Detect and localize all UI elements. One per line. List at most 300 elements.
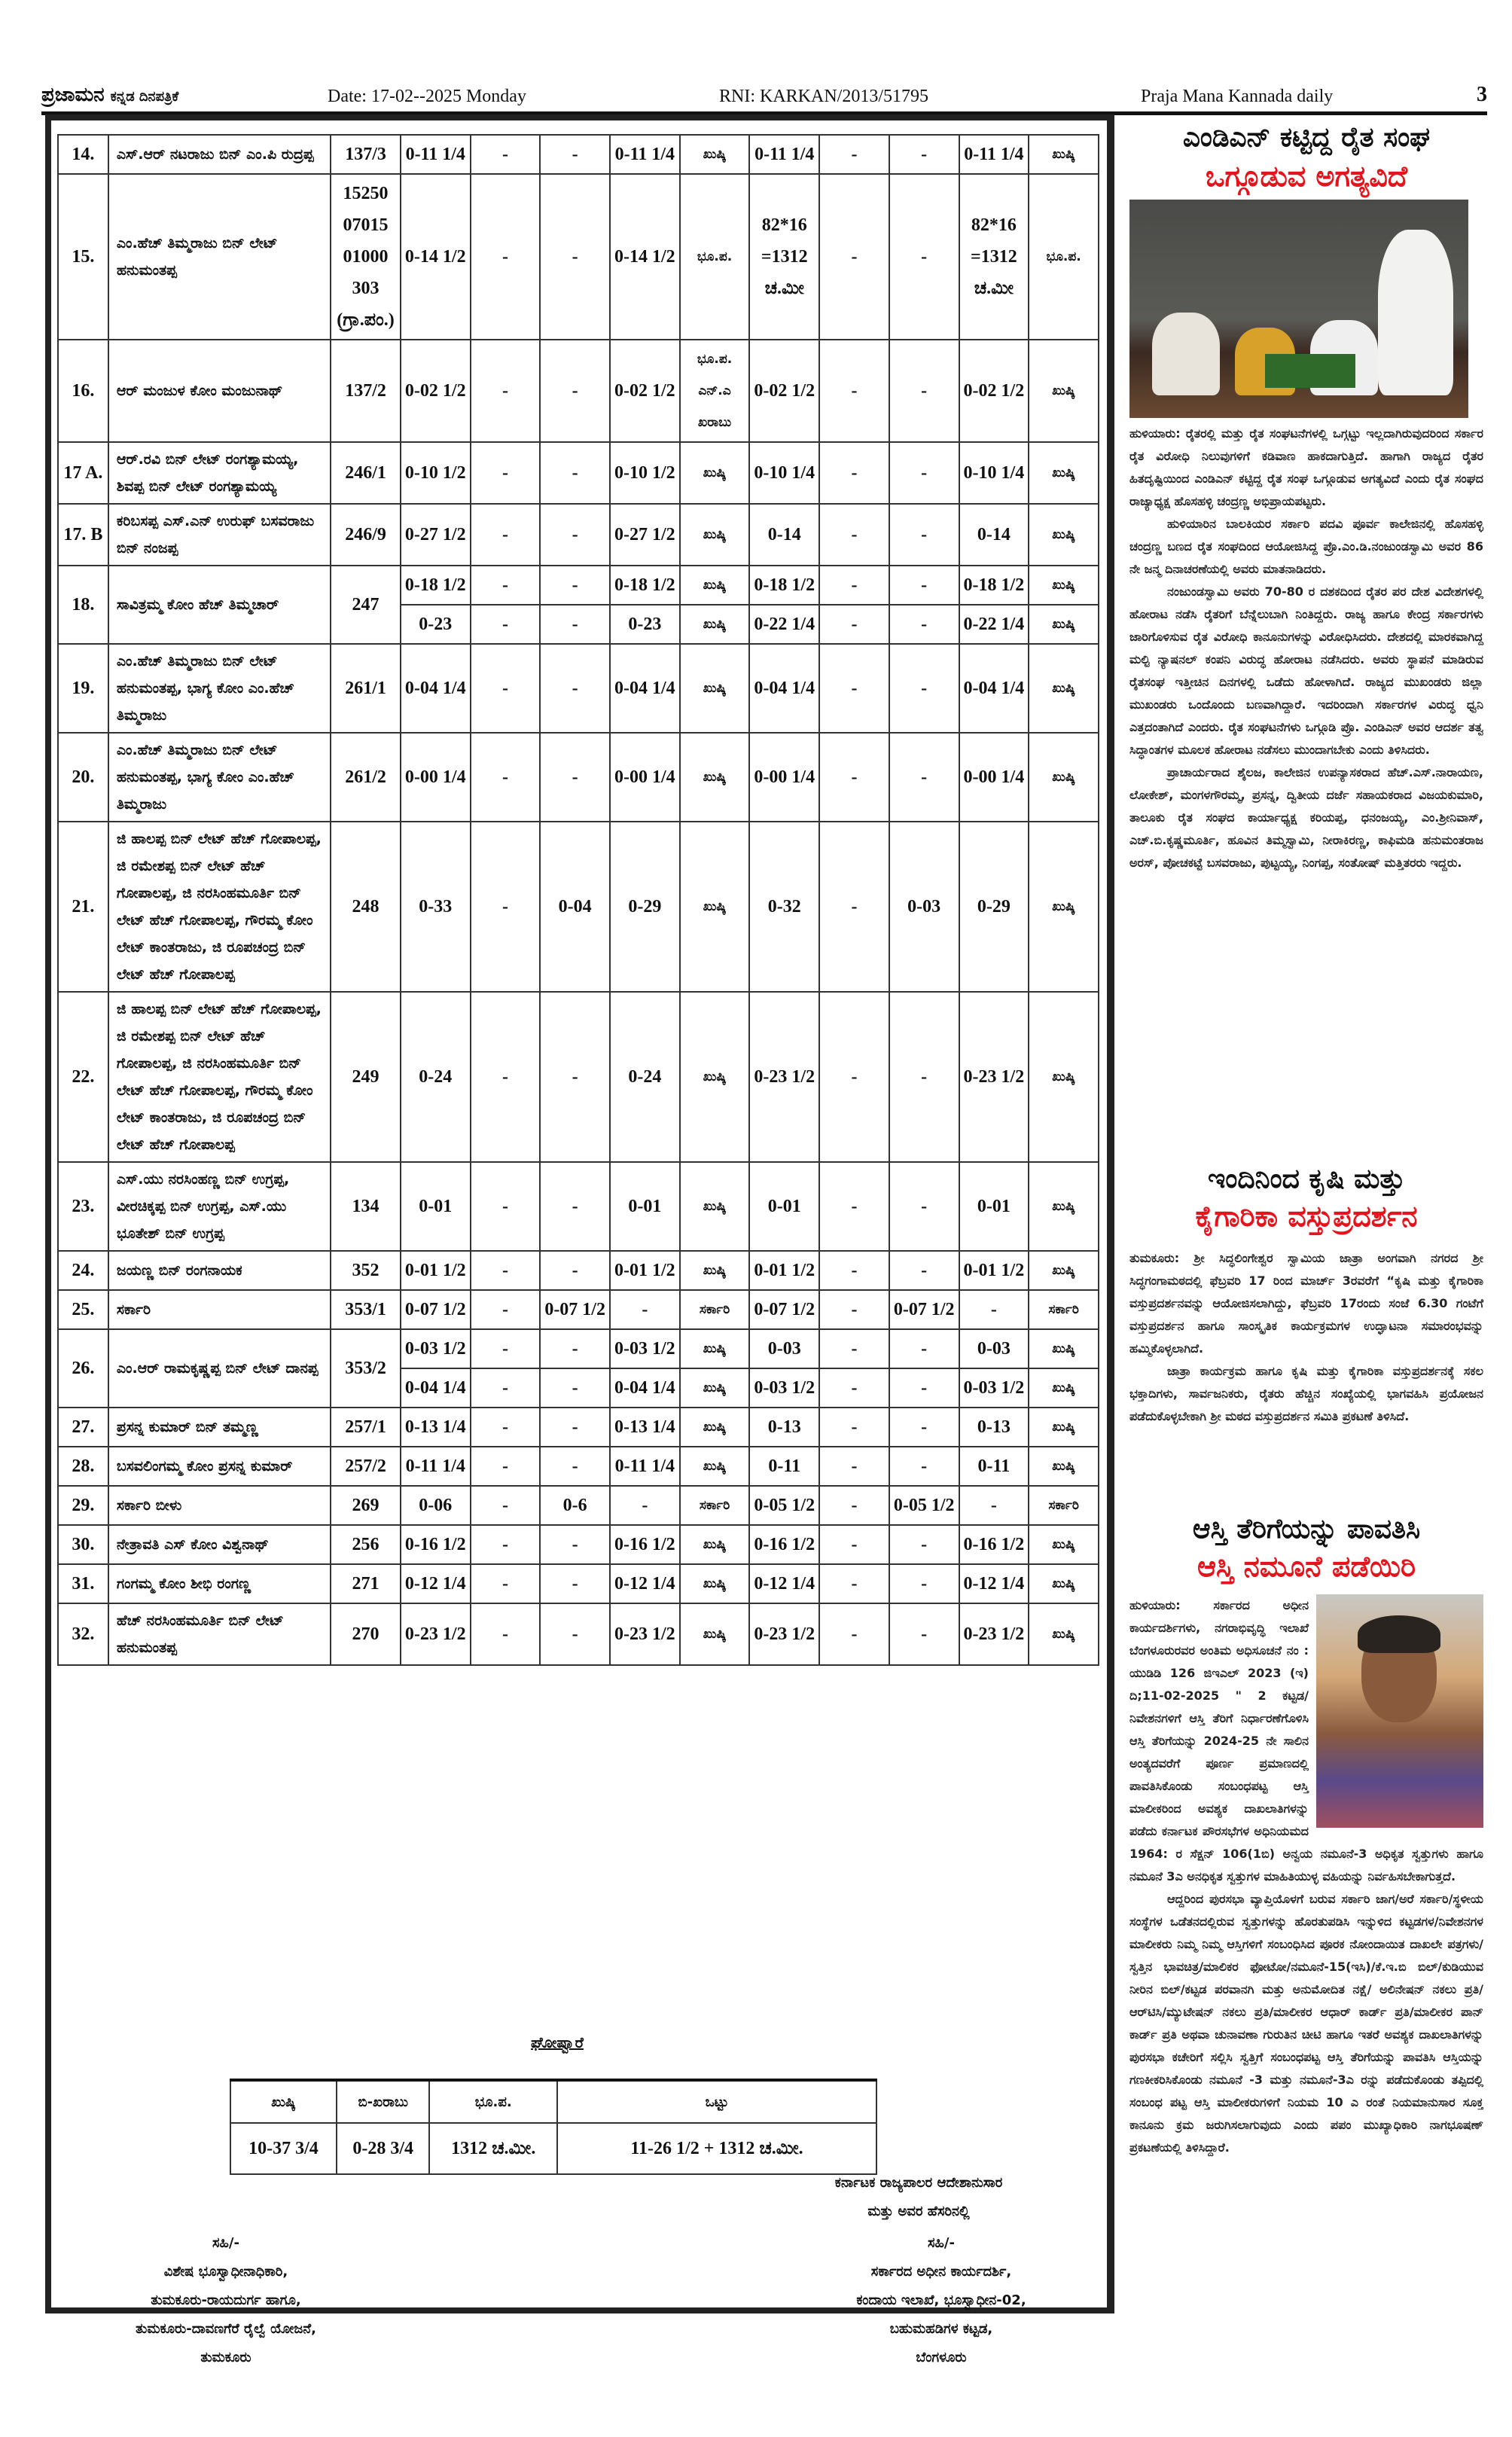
extent-cell: ಖುಷ್ಕಿ: [1029, 644, 1099, 733]
extent-cell: ಖುಷ್ಕಿ: [1029, 566, 1099, 605]
extent-cell: -: [889, 1162, 959, 1251]
extent-cell: 0-11: [959, 1447, 1029, 1486]
extent-cell: 0-11 1/4: [610, 135, 680, 174]
survey-number: 261/1: [331, 644, 401, 733]
extent-cell: 0-01: [749, 1162, 819, 1251]
extent-cell: -: [819, 992, 889, 1162]
extent-cell: -: [540, 1447, 610, 1486]
summary-value-row: [230, 2123, 876, 2174]
extent-cell: 0-29: [610, 822, 680, 992]
extent-cell: 0-13: [749, 1408, 819, 1447]
owner-name: ಎಂ.ಹೆಚ್ ತಿಮ್ಮರಾಜು ಬಿನ್ ಲೇಟ್ ಹನುಮಂತಪ್ಪ: [108, 174, 331, 340]
extent-cell: ಭೂ.ಪ. ಎನ್.ಎ ಖರಾಬು: [680, 340, 750, 442]
owner-name: ಎಂ.ಹೆಚ್ ತಿಮ್ಮರಾಜು ಬಿನ್ ಲೇಟ್ ಹನುಮಂತಪ್ಪ, ಭಾಗ್ಯ ಕೋಂ ಎಂ.ಹೆಚ್ ತಿಮ್ಮರಾಜು: [108, 644, 331, 733]
extent-cell: ಖುಷ್ಕಿ: [680, 644, 750, 733]
extent-cell: 82*16 =1312 ಚ.ಮೀ: [959, 174, 1029, 340]
summary-value: 11-26 1/2 + 1312 ಚ.ಮೀ.: [557, 2123, 876, 2174]
page-number: 3: [1477, 83, 1487, 106]
extent-cell: 0-01: [610, 1162, 680, 1251]
extent-cell: -: [819, 1162, 889, 1251]
extent-cell: 0-04 1/4: [959, 644, 1029, 733]
extent-cell: -: [540, 1408, 610, 1447]
signature-line: ತುಮಕೂರು-ರಾಯದುರ್ಗ ಹಾಗೂ,: [151, 2292, 301, 2308]
table-row: [58, 644, 1099, 733]
serial-number: 30.: [58, 1525, 108, 1564]
extent-cell: -: [889, 135, 959, 174]
extent-cell: 0-04 1/4: [401, 1368, 471, 1408]
extent-cell: 0-00 1/4: [749, 733, 819, 822]
extent-cell: -: [819, 1525, 889, 1564]
survey-number: 137/2: [331, 340, 401, 442]
extent-cell: -: [959, 1486, 1029, 1525]
extent-cell: -: [471, 1525, 541, 1564]
extent-cell: -: [471, 1603, 541, 1665]
table-row: [58, 1447, 1099, 1486]
extent-cell: -: [540, 644, 610, 733]
extent-cell: 0-16 1/2: [749, 1525, 819, 1564]
logo-text: ಪ್ರಜಾಮನ: [41, 84, 105, 106]
table-row: [58, 1603, 1099, 1665]
extent-cell: 0-10 1/2: [610, 442, 680, 504]
table-row: [58, 822, 1099, 992]
serial-number: 21.: [58, 822, 108, 992]
extent-cell: -: [819, 1447, 889, 1486]
survey-number: 269: [331, 1486, 401, 1525]
extent-cell: 0-01 1/2: [959, 1251, 1029, 1290]
extent-cell: -: [889, 1564, 959, 1603]
extent-cell: 0-22 1/4: [749, 605, 819, 644]
owner-name: ಆರ್.ರವಿ ಬಿನ್ ಲೇಟ್ ರಂಗಶ್ಯಾಮಯ್ಯ, ಶಿವಪ್ಪ ಬಿನ್ ಲೇಟ್ ರಂಗಶ್ಯಾಮಯ್ಯ: [108, 442, 331, 504]
order-line: ಕರ್ನಾಟಕ ರಾಜ್ಯಪಾಲರ ಆದೇಶಾನುಸಾರ: [834, 2175, 1003, 2191]
table-row: [58, 1162, 1099, 1251]
serial-number: 19.: [58, 644, 108, 733]
extent-cell: -: [540, 1162, 610, 1251]
extent-cell: 0-23 1/2: [959, 992, 1029, 1162]
survey-number: 257/2: [331, 1447, 401, 1486]
extent-cell: ಖುಷ್ಕಿ: [1029, 504, 1099, 566]
extent-cell: 0-03: [889, 822, 959, 992]
order-line: ಮತ್ತು ಅವರ ಹೆಸರಿನಲ್ಲಿ: [867, 2204, 970, 2219]
extent-cell: ಖುಷ್ಕಿ: [680, 135, 750, 174]
article-exhibition: [1129, 1164, 1483, 1428]
serial-number: 14.: [58, 135, 108, 174]
extent-cell: -: [889, 566, 959, 605]
extent-cell: 0-24: [401, 992, 471, 1162]
extent-cell: 0-03 1/2: [401, 1329, 471, 1368]
extent-cell: -: [889, 174, 959, 340]
headline-red: ಕೈಗಾರಿಕಾ ವಸ್ತುಪ್ರದರ್ಶನ: [1195, 1200, 1418, 1233]
extent-cell: ಖುಷ್ಕಿ: [1029, 1408, 1099, 1447]
extent-cell: -: [819, 1329, 889, 1368]
extent-cell: 0-12 1/4: [959, 1564, 1029, 1603]
extent-cell: 0-04 1/4: [610, 644, 680, 733]
serial-number: 26.: [58, 1329, 108, 1408]
logo-subtitle: ಕನ್ನಡ ದಿನಪತ್ರಿಕೆ: [110, 89, 179, 105]
serial-number: 15.: [58, 174, 108, 340]
extent-cell: 0-23: [401, 605, 471, 644]
extent-cell: ಭೂ.ಪ.: [680, 174, 750, 340]
survey-number: 246/1: [331, 442, 401, 504]
owner-name: ನೇತ್ರಾವತಿ ಎಸ್ ಕೋಂ ವಿಶ್ವನಾಥ್: [108, 1525, 331, 1564]
extent-cell: 0-14: [749, 504, 819, 566]
extent-cell: 0-10 1/2: [401, 442, 471, 504]
extent-cell: -: [889, 992, 959, 1162]
extent-cell: 0-03 1/2: [749, 1368, 819, 1408]
extent-cell: ಸರ್ಕಾರಿ: [1029, 1290, 1099, 1329]
signature-line: ಸರ್ಕಾರದ ಅಧೀನ ಕಾರ್ಯದರ್ಶಿ,: [870, 2264, 1012, 2280]
summary-value: 0-28 3/4: [337, 2123, 429, 2174]
extent-cell: -: [889, 504, 959, 566]
extent-cell: -: [819, 605, 889, 644]
summary-table: [230, 2079, 877, 2175]
extent-cell: -: [819, 1564, 889, 1603]
extent-cell: -: [819, 733, 889, 822]
owner-name: ಜಯಣ್ಣ ಬಿನ್ ರಂಗನಾಯಕ: [108, 1251, 331, 1290]
signature-line: ಸಹಿ/-: [928, 2235, 955, 2251]
extent-cell: 0-29: [959, 822, 1029, 992]
extent-cell: -: [819, 174, 889, 340]
extent-cell: ಖುಷ್ಕಿ: [680, 992, 750, 1162]
serial-number: 29.: [58, 1486, 108, 1525]
extent-cell: 0-33: [401, 822, 471, 992]
extent-cell: -: [471, 733, 541, 822]
extent-cell: 0-32: [749, 822, 819, 992]
article-paragraph: ನಂಜುಂಡಸ್ವಾಮಿ ಅವರು 70-80 ರ ದಶಕದಿಂದ ರೈತರ ಪರ ದೇಶ ವಿದೇಶಗಳಲ್ಲಿ ಹೋರಾಟ ನಡೆಸಿ ರೈತರಿಗೆ ಬೆನ್ನೆಲುಬಾಗಿ ನಿಂತಿದ್ದರು. ರಾಜ್ಯ ಹಾಗೂ ಕೇಂದ್ರ ಸರ್ಕಾರಗಳು ಜಾರಿಗೊಳಿಸುವ ರೈತ ವಿರೋಧಿ ಕಾನೂನುಗಳನ್ನು ವಿರೋಧಿಸಿದರು. ದೇಶದಲ್ಲಿ ಮಾರಕವಾಗಿದ್ದ ಮಲ್ಟಿ ನ್ಯಾಷನಲ್ ಕಂಪನಿ ವಿರುದ್ಧ ಹೋರಾಟ ನಡೆಸಿದರು. ಅವರು ಸ್ಥಾಪನೆ ಮಾಡಿರುವ ರೈತಸಂಘ ಇತ್ತೀಚಿನ ದಿನಗಳಲ್ಲಿ ಒಡೆದು ಹೋಳಾಗಿದೆ. ರಾಜ್ಯದ ಮುಖಂಡರು ಜಿಲ್ಲಾ ಮುಖಂಡರು ಒಂದೊಂದು ಬಣವಾಗಿದ್ದಾರೆ. ಇದರಿಂದಾಗಿ ಸರ್ಕಾರಗಳ ವಿರುದ್ಧ ಧ್ವನಿ ಎತ್ತದಂತಾಗಿದೆ ಎಂದರು. ರೈತ ಸಂಘಟನೆಗಳು ಒಗ್ಗೂಡಿ ಪ್ರೊ. ಎಂಡಿಎನ್ ಅವರ ಆದರ್ಶ ತತ್ವ ಸಿದ್ಧಾಂತಗಳ ಮೂಲಕ ಹೋರಾಟ ನಡೆಸಲು ಮುಂದಾಗಬೇಕು ಎಂದು ತಿಳಿಸಿದರು.: [1129, 584, 1483, 757]
extent-cell: ಖುಷ್ಕಿ: [680, 1603, 750, 1665]
table-row: [58, 1486, 1099, 1525]
table-row: [58, 442, 1099, 504]
extent-cell: 0-07 1/2: [540, 1290, 610, 1329]
extent-cell: ಖುಷ್ಕಿ: [680, 1408, 750, 1447]
survey-number: 248: [331, 822, 401, 992]
extent-cell: -: [889, 605, 959, 644]
extent-cell: 0-27 1/2: [401, 504, 471, 566]
extent-cell: 0-03 1/2: [610, 1329, 680, 1368]
signature-left: [68, 2229, 384, 2372]
extent-cell: -: [889, 442, 959, 504]
owner-name: ಎಂ.ಹೆಚ್ ತಿಮ್ಮರಾಜು ಬಿನ್ ಲೇಟ್ ಹನುಮಂತಪ್ಪ, ಭಾಗ್ಯ ಕೋಂ ಎಂ.ಹೆಚ್ ತಿಮ್ಮರಾಜು: [108, 733, 331, 822]
extent-cell: -: [471, 822, 541, 992]
summary-header-row: [230, 2080, 876, 2123]
extent-cell: 0-10 1/4: [959, 442, 1029, 504]
extent-cell: ಖುಷ್ಕಿ: [1029, 1162, 1099, 1251]
serial-number: 22.: [58, 992, 108, 1162]
survey-number: 134: [331, 1162, 401, 1251]
extent-cell: -: [540, 1329, 610, 1368]
serial-number: 24.: [58, 1251, 108, 1290]
extent-cell: 0-04 1/4: [749, 644, 819, 733]
article-body: [1129, 1247, 1483, 1428]
owner-name: ಪ್ರಸನ್ನ ಕುಮಾರ್ ಬಿನ್ ತಮ್ಮಣ್ಣ: [108, 1408, 331, 1447]
table-row: [58, 174, 1099, 340]
headline-black: ಇಂದಿನಿಂದ ಕೃಷಿ ಮತ್ತು: [1208, 1164, 1405, 1194]
masthead: [41, 75, 1487, 115]
owner-name: ಎಸ್.ಆರ್ ನಟರಾಜು ಬಿನ್ ಎಂ.ಪಿ ರುದ್ರಪ್ಪ: [108, 135, 331, 174]
extent-cell: ಖುಷ್ಕಿ: [1029, 442, 1099, 504]
extent-cell: -: [540, 504, 610, 566]
extent-cell: ಖುಷ್ಕಿ: [1029, 135, 1099, 174]
survey-number: 257/1: [331, 1408, 401, 1447]
extent-cell: -: [889, 1447, 959, 1486]
extent-cell: ಖುಷ್ಕಿ: [680, 605, 750, 644]
article-paragraph: ಪ್ರಾಚಾರ್ಯರಾದ ಶೈಲಜ, ಕಾಲೇಜಿನ ಉಪನ್ಯಾಸಕರಾದ ಹೆಚ್.ಎಸ್.ನಾರಾಯಣ, ಲೋಕೇಶ್, ಮಂಗಳಗೌರಮ್ಮ, ಪ್ರಸನ್ನ, ದ್ವಿತೀಯ ದರ್ಜೆ ಸಹಾಯಕರಾದ ವಿಜಯಕುಮಾರಿ, ತಾಲೂಕು ರೈತ ಸಂಘದ ಕಾರ್ಯಾಧ್ಯಕ್ಷ ಕರಿಯಪ್ಪ, ಧನಂಜಯ್ಯ, ಎಂ.ಶ್ರೀನಿವಾಸ್, ಎಚ್.ಬಿ.ಕೃಷ್ಣಮೂರ್ತಿ, ಹೂವಿನ ತಿಮ್ಮಸ್ವಾಮಿ, ನೀರಾಕಿರಣ್ಣ, ಕಾಫಿಮಡಿ ಹನುಮಂತರಾಜ ಅರಸ್, ಪೋಚಕಟ್ಟೆ ಬಸವರಾಜು, ಪುಟ್ಟಯ್ಯ, ನಿಂಗಪ್ಪ, ಸಂತೋಷ್ ಮತ್ತಿತರರು ಇದ್ದರು.: [1129, 765, 1483, 870]
extent-cell: 0-04 1/4: [401, 644, 471, 733]
extent-cell: 0-11 1/4: [749, 135, 819, 174]
extent-cell: ಖುಷ್ಕಿ: [1029, 1603, 1099, 1665]
extent-cell: -: [540, 1603, 610, 1665]
extent-cell: -: [819, 822, 889, 992]
extent-cell: ಖುಷ್ಕಿ: [1029, 1251, 1099, 1290]
extent-cell: -: [540, 340, 610, 442]
extent-cell: 0-6: [540, 1486, 610, 1525]
extent-cell: 0-18 1/2: [610, 566, 680, 605]
extent-cell: 0-23: [610, 605, 680, 644]
extent-cell: -: [819, 1486, 889, 1525]
signature-right: [798, 2229, 1084, 2372]
extent-cell: -: [819, 644, 889, 733]
summary-value: 10-37 3/4: [230, 2123, 337, 2174]
extent-cell: ಸರ್ಕಾರಿ: [680, 1290, 750, 1329]
headline-black: ಆಸ್ತಿ ತೆರಿಗೆಯನ್ನು ಪಾವತಿಸಿ: [1192, 1514, 1421, 1545]
extent-cell: 0-01 1/2: [401, 1251, 471, 1290]
table-row: [58, 1408, 1099, 1447]
extent-cell: 0-23 1/2: [610, 1603, 680, 1665]
extent-cell: 0-13 1/4: [610, 1408, 680, 1447]
extent-cell: ಭೂ.ಪ.: [1029, 174, 1099, 340]
serial-number: 18.: [58, 566, 108, 644]
rni-number: RNI: KARKAN/2013/51795: [719, 87, 929, 106]
article-paragraph: ತುಮಕೂರು: ಶ್ರೀ ಸಿದ್ಧಲಿಂಗೇಶ್ವರ ಸ್ವಾಮಿಯ ಜಾತ್ರಾ ಅಂಗವಾಗಿ ನಗರದ ಶ್ರೀ ಸಿದ್ಧಗಂಗಾಮಠದಲ್ಲಿ ಫೆಬ್ರವರಿ 17 ರಿಂದ ಮಾರ್ಚ್ 3ರವರೆಗೆ “ಕೃಷಿ ಮತ್ತು ಕೈಗಾರಿಕಾ ವಸ್ತುಪ್ರದರ್ಶನವನ್ನು ಆಯೋಜಿಸಲಾಗಿದ್ದು, ಫೆಬ್ರವರಿ 17ರಂದು ಸಂಜೆ 6.30 ಗಂಟೆಗೆ ವಸ್ತುಪ್ರದರ್ಶನ ಹಾಗೂ ಸಾಂಸ್ಕೃತಿಕ ಕಾರ್ಯಕ್ರಮಗಳ ಉದ್ಘಾಟನಾ ಸಮಾರಂಭವನ್ನು ಹಮ್ಮಿಕೊಳ್ಳಲಾಗಿದೆ.: [1129, 1251, 1483, 1356]
extent-cell: 0-23 1/2: [749, 1603, 819, 1665]
extent-cell: -: [471, 504, 541, 566]
article-paragraph: ಹುಳಿಯಾರು: ರೈತರಲ್ಲಿ ಮತ್ತು ರೈತ ಸಂಘಟನೆಗಳಲ್ಲಿ ಒಗ್ಗಟ್ಟು ಇಲ್ಲದಾಗಿರುವುದರಿಂದ ಸರ್ಕಾರ ರೈತ ವಿರೋಧಿ ನಿಲುವುಗಳಿಗೆ ಕಡಿವಾಣ ಹಾಕದಾಗುತ್ತಿದೆ. ಹಾಗಾಗಿ ರಾಜ್ಯದ ರೈತರ ಹಿತದೃಷ್ಟಿಯಿಂದ ಎಂಡಿಎನ್ ಕಟ್ಟಿದ್ದ ರೈತ ಸಂಘ ಒಗ್ಗೂಡುವ ಅಗತ್ಯವಿದೆ ಎಂದು ರೈತ ಸಂಘದ ರಾಜ್ಯಾಧ್ಯಕ್ಷ ಹೊಸಹಳ್ಳಿ ಚಂದ್ರಣ್ಣ ಅಭಿಪ್ರಾಯಪಟ್ಟರು.: [1129, 426, 1483, 508]
extent-cell: ಖುಷ್ಕಿ: [680, 566, 750, 605]
extent-cell: -: [819, 1603, 889, 1665]
extent-cell: -: [889, 644, 959, 733]
extent-cell: ಖುಷ್ಕಿ: [680, 442, 750, 504]
extent-cell: ಖುಷ್ಕಿ: [1029, 733, 1099, 822]
extent-cell: 0-02 1/2: [749, 340, 819, 442]
article-body: [1129, 422, 1483, 874]
extent-cell: 0-00 1/4: [610, 733, 680, 822]
survey-number: 353/1: [331, 1290, 401, 1329]
signature-line: ಸಹಿ/-: [212, 2235, 239, 2251]
extent-cell: ಸರ್ಕಾರಿ: [680, 1486, 750, 1525]
extent-cell: -: [819, 504, 889, 566]
extent-cell: ಖುಷ್ಕಿ: [1029, 605, 1099, 644]
extent-cell: 0-02 1/2: [610, 340, 680, 442]
owner-name: ಕರಿಬಸಪ್ಪ ಎಸ್.ಎನ್ ಉರುಫ್ ಬಸವರಾಜು ಬಿನ್ ನಂಜಪ್ಪ: [108, 504, 331, 566]
extent-cell: 0-16 1/2: [610, 1525, 680, 1564]
extent-cell: 0-05 1/2: [889, 1486, 959, 1525]
table-row: [58, 1525, 1099, 1564]
extent-cell: 0-07 1/2: [401, 1290, 471, 1329]
table-row: [58, 1564, 1099, 1603]
owner-name: ಹೆಚ್ ನರಸಿಂಹಮೂರ್ತಿ ಬಿನ್ ಲೇಟ್ ಹನುಮಂತಪ್ಪ: [108, 1603, 331, 1665]
survey-number: 271: [331, 1564, 401, 1603]
extent-cell: ಖುಷ್ಕಿ: [680, 1329, 750, 1368]
extent-cell: -: [819, 442, 889, 504]
extent-cell: -: [540, 442, 610, 504]
extent-cell: -: [471, 1329, 541, 1368]
extent-cell: -: [819, 1290, 889, 1329]
headline-red: ಆಸ್ತಿ ನಮೂನೆ ಪಡೆಯಿರಿ: [1196, 1550, 1416, 1583]
article-body: [1129, 1594, 1483, 2159]
signature-line: ಕಂದಾಯ ಇಲಾಖೆ, ಭೂಸ್ವಾಧೀನ-02,: [856, 2292, 1026, 2308]
extent-cell: 0-05 1/2: [749, 1486, 819, 1525]
extent-cell: 0-24: [610, 992, 680, 1162]
extent-cell: -: [819, 1368, 889, 1408]
extent-cell: 0-23 1/2: [959, 1603, 1029, 1665]
extent-cell: -: [471, 1447, 541, 1486]
extent-cell: -: [471, 1162, 541, 1251]
extent-cell: ಖುಷ್ಕಿ: [680, 504, 750, 566]
extent-cell: 82*16 =1312 ಚ.ಮೀ: [749, 174, 819, 340]
owner-name: ಬಸವಲಿಂಗಮ್ಮ ಕೋಂ ಪ್ರಸನ್ನ ಕುಮಾರ್: [108, 1447, 331, 1486]
extent-cell: 0-11 1/4: [959, 135, 1029, 174]
survey-number: 352: [331, 1251, 401, 1290]
extent-cell: ಖುಷ್ಕಿ: [680, 1251, 750, 1290]
extent-cell: 0-00 1/4: [401, 733, 471, 822]
extent-cell: ಖುಷ್ಕಿ: [680, 1447, 750, 1486]
extent-cell: -: [471, 442, 541, 504]
summary-header: ಖುಷ್ಕಿ: [230, 2080, 337, 2123]
extent-cell: -: [471, 1290, 541, 1329]
extent-cell: -: [889, 1408, 959, 1447]
extent-cell: ಖುಷ್ಕಿ: [680, 822, 750, 992]
extent-cell: -: [471, 1408, 541, 1447]
extent-cell: -: [610, 1486, 680, 1525]
extent-cell: ಖುಷ್ಕಿ: [680, 1564, 750, 1603]
extent-cell: ಖುಷ್ಕಿ: [1029, 822, 1099, 992]
extent-cell: -: [471, 992, 541, 1162]
extent-cell: 0-14 1/2: [401, 174, 471, 340]
serial-number: 27.: [58, 1408, 108, 1447]
summary-header: ಬಿ-ಖರಾಬು: [337, 2080, 429, 2123]
extent-cell: 0-10 1/4: [749, 442, 819, 504]
summary-header: ಭೂ.ಪ.: [429, 2080, 557, 2123]
table-row: [58, 135, 1099, 174]
survey-number: 353/2: [331, 1329, 401, 1408]
owner-name: ಸರ್ಕಾರಿ ಬೀಳು: [108, 1486, 331, 1525]
extent-cell: ಖುಷ್ಕಿ: [1029, 1564, 1099, 1603]
extent-cell: -: [540, 733, 610, 822]
survey-number: 137/3: [331, 135, 401, 174]
extent-cell: -: [471, 174, 541, 340]
extent-cell: 0-12 1/4: [610, 1564, 680, 1603]
extent-cell: 0-01: [401, 1162, 471, 1251]
extent-cell: 0-18 1/2: [959, 566, 1029, 605]
owner-name: ಜಿ ಹಾಲಪ್ಪ ಬಿನ್ ಲೇಟ್ ಹೆಚ್ ಗೋಪಾಲಪ್ಪ, ಜಿ ರಮೇಶಪ್ಪ ಬಿನ್ ಲೇಟ್ ಹೆಚ್ ಗೋಪಾಲಪ್ಪ, ಜಿ ನರಸಿಂಹಮೂರ್ತಿ ಬಿನ್ ಲೇಟ್ ಹೆಚ್ ಗೋಪಾಲಪ್ಪ, ಗೌರಮ್ಮ ಕೋಂ ಲೇಟ್ ಕಾಂತರಾಜು, ಜಿ ರೂಪಚಂದ್ರ ಬಿನ್ ಲೇಟ್ ಹೆಚ್ ಗೋಪಾಲಪ್ಪ: [108, 992, 331, 1162]
serial-number: 31.: [58, 1564, 108, 1603]
issue-date: Date: 17-02--2025 Monday: [328, 87, 526, 106]
extent-cell: -: [819, 135, 889, 174]
extent-cell: 0-12 1/4: [401, 1564, 471, 1603]
extent-cell: -: [889, 1603, 959, 1665]
survey-number: 256: [331, 1525, 401, 1564]
survey-number: 270: [331, 1603, 401, 1665]
owner-name: ಗಂಗಮ್ಮ ಕೋಂ ಶೀಭಿ ರಂಗಣ್ಣ: [108, 1564, 331, 1603]
extent-cell: -: [959, 1290, 1029, 1329]
extent-cell: -: [471, 1368, 541, 1408]
extent-cell: -: [540, 135, 610, 174]
owner-name: ಸಾವಿತ್ರಮ್ಮ ಕೋಂ ಹೆಚ್ ತಿಮ್ಮಚಾರ್: [108, 566, 331, 644]
extent-cell: -: [471, 566, 541, 605]
extent-cell: ಖುಷ್ಕಿ: [1029, 1525, 1099, 1564]
paper-name: Praja Mana Kannada daily: [1141, 87, 1334, 106]
newspaper-logo: [41, 84, 328, 107]
extent-cell: -: [610, 1290, 680, 1329]
extent-cell: 0-12 1/4: [749, 1564, 819, 1603]
extent-cell: -: [471, 605, 541, 644]
article-paragraph: ಆದ್ದರಿಂದ ಪುರಸಭಾ ವ್ಯಾಪ್ತಿಯೊಳಗೆ ಬರುವ ಸರ್ಕಾರಿ ಜಾಗ/ಅರೆ ಸರ್ಕಾರಿ/ಸ್ಥಳೀಯ ಸಂಸ್ಥೆಗಳ ಒಡೆತನದಲ್ಲಿರುವ ಸ್ವತ್ತುಗಳನ್ನು ಹೊರತುಪಡಿಸಿ ಇನ್ನುಳಿದ ಕಟ್ಟಡಗಳ/ನಿವೇಶನಗಳ ಮಾಲೀಕರು ನಿಮ್ಮ ನಿಮ್ಮ ಆಸ್ತಿಗಳಿಗೆ ಸಂಬಂಧಿಸಿದ ಪೂರಕ ನೋಂದಾಯಿತ ದಾಖಲೇ ಪತ್ರಗಳು/ಸ್ವತ್ತಿನ ಭಾವಚಿತ್ರ/ಮಾಲಿಕರ ಫೋಟೋ/ನಮೂನೆ-15(ಇಸಿ)/ಕೆ.ಇ.ಬಿ ಬಿಲ್/ಕುಡಿಯುವ ನೀರಿನ ಬಿಲ್/ಕಟ್ಟಡ ಪರವಾನಗಿ ಮತ್ತು ಅನುಮೋದಿತ ನಕ್ಷೆ/ ಅಲಿನೇಷನ್ ನಕಲು ಪ್ರತಿ/ಆರ್‌ಟಿಸಿ/ಮ್ಯುಟೇಷನ್ ನಕಲು ಪ್ರತಿ/ಮಾಲೀಕರ ಆಧಾರ್ ಕಾರ್ಡ್ ಪ್ರತಿ/ಮಾಲೀಕರ ಪಾನ್ ಕಾರ್ಡ್ ಪ್ರತಿ ಅಥವಾ ಚುನಾವಣಾ ಗುರುತಿನ ಚೀಟಿ ಹಾಗೂ ಇತರೆ ಅವಶ್ಯಕ ದಾಖಲಾತಿಗಳನ್ನು ಪುರಸಭಾ ಕಚೇರಿಗೆ ಸಲ್ಲಿಸಿ ಸ್ವತ್ತಿಗೆ ಸಂಬಂಧಪಟ್ಟ ಆಸ್ತಿ ತೆರಿಗೆಯನ್ನು ಪಾವತಿಸಿ ಆಸ್ತಿಯನ್ನು ಗಣಕೀಕರಿಸಿಕೊಂಡು ನಮೂನೆ -3 ಮತ್ತು ನಮೂನೆ-3ಎ ರನ್ನು ಪಡೆದುಕೊಂಡು ತಪ್ಪಿದಲ್ಲಿ ಸಂಬಂಧ ಪಟ್ಟ ಆಸ್ತಿ ಮಾಲೀಕರುಗಳಿಗೆ ನಿಯಮ 10 ಎ ರಂತೆ ನಿಯಮಾನುಸಾರ ಸೂಕ್ತ ಕಾನೂನು ಕ್ರಮ ಜರುಗಿಸಲಾಗುವುದು ಎಂದು ಪಪಂ ಮುಖ್ಯಾಧಿಕಾರಿ ನಾಗಭೂಷಣ್ ಪ್ರಕಟಣೆಯಲ್ಲಿ ತಿಳಿಸಿದ್ದಾರೆ.: [1129, 1892, 1483, 2155]
extent-cell: -: [540, 992, 610, 1162]
extent-cell: ಖುಷ್ಕಿ: [680, 1162, 750, 1251]
extent-cell: -: [889, 1525, 959, 1564]
extent-cell: ಖುಷ್ಕಿ: [1029, 992, 1099, 1162]
extent-cell: -: [471, 340, 541, 442]
extent-cell: 0-11 1/4: [610, 1447, 680, 1486]
extent-cell: -: [471, 1486, 541, 1525]
table-row: [58, 566, 1099, 605]
survey-number: 261/2: [331, 733, 401, 822]
table-row: [58, 504, 1099, 566]
extent-cell: 0-03: [959, 1329, 1029, 1368]
extent-cell: 0-22 1/4: [959, 605, 1029, 644]
table-row: [58, 992, 1099, 1162]
extent-cell: 0-11 1/4: [401, 135, 471, 174]
extent-cell: 0-02 1/2: [959, 340, 1029, 442]
article-farmers-union: [1129, 122, 1483, 874]
extent-cell: 0-23 1/2: [749, 992, 819, 1162]
extent-cell: -: [471, 644, 541, 733]
owner-name: ಎಂ.ಆರ್ ರಾಮಕೃಷ್ಣಪ್ಪ ಬಿನ್ ಲೇಟ್ ದಾನಪ್ಪ: [108, 1329, 331, 1408]
extent-cell: 0-01: [959, 1162, 1029, 1251]
extent-cell: 0-16 1/2: [401, 1525, 471, 1564]
table-row: [58, 1329, 1099, 1368]
extent-cell: 0-01 1/2: [749, 1251, 819, 1290]
serial-number: 20.: [58, 733, 108, 822]
extent-cell: 0-07 1/2: [889, 1290, 959, 1329]
extent-cell: 0-11 1/4: [401, 1447, 471, 1486]
table-row: [58, 1251, 1099, 1290]
extent-cell: 0-03 1/2: [959, 1368, 1029, 1408]
extent-cell: -: [540, 1251, 610, 1290]
signature-line: ವಿಶೇಷ ಭೂಸ್ವಾಧೀನಾಧಿಕಾರಿ,: [163, 2264, 288, 2280]
extent-cell: 0-14 1/2: [610, 174, 680, 340]
extent-cell: -: [889, 733, 959, 822]
serial-number: 32.: [58, 1603, 108, 1665]
extent-cell: 0-06: [401, 1486, 471, 1525]
headline-black: ಎಂಡಿಎನ್ ಕಟ್ಟಿದ್ದ ರೈತ ಸಂಘ: [1182, 122, 1431, 153]
extent-cell: ಖುಷ್ಕಿ: [1029, 1329, 1099, 1368]
extent-cell: -: [889, 1329, 959, 1368]
extent-cell: 0-04: [540, 822, 610, 992]
signature-line: ತುಮಕೂರು-ದಾವಣಗೆರೆ ರೈಲ್ವೆ ಯೋಜನೆ,: [136, 2321, 316, 2337]
extent-cell: 0-18 1/2: [749, 566, 819, 605]
serial-number: 25.: [58, 1290, 108, 1329]
official-portrait-photo: [1316, 1594, 1483, 1828]
signature-line: ತುಮಕೂರು: [200, 2350, 251, 2365]
extent-cell: ಖುಷ್ಕಿ: [680, 1368, 750, 1408]
extent-cell: -: [889, 1251, 959, 1290]
extent-cell: 0-01 1/2: [610, 1251, 680, 1290]
signature-line: ಬೆಂಗಳೂರು: [916, 2350, 967, 2365]
extent-cell: ಸರ್ಕಾರಿ: [1029, 1486, 1099, 1525]
headline-red: ಒಗ್ಗೂಡುವ ಅಗತ್ಯವಿದೆ: [1206, 160, 1407, 193]
extent-cell: -: [819, 1251, 889, 1290]
summary-value: 1312 ಚ.ಮೀ.: [429, 2123, 557, 2174]
